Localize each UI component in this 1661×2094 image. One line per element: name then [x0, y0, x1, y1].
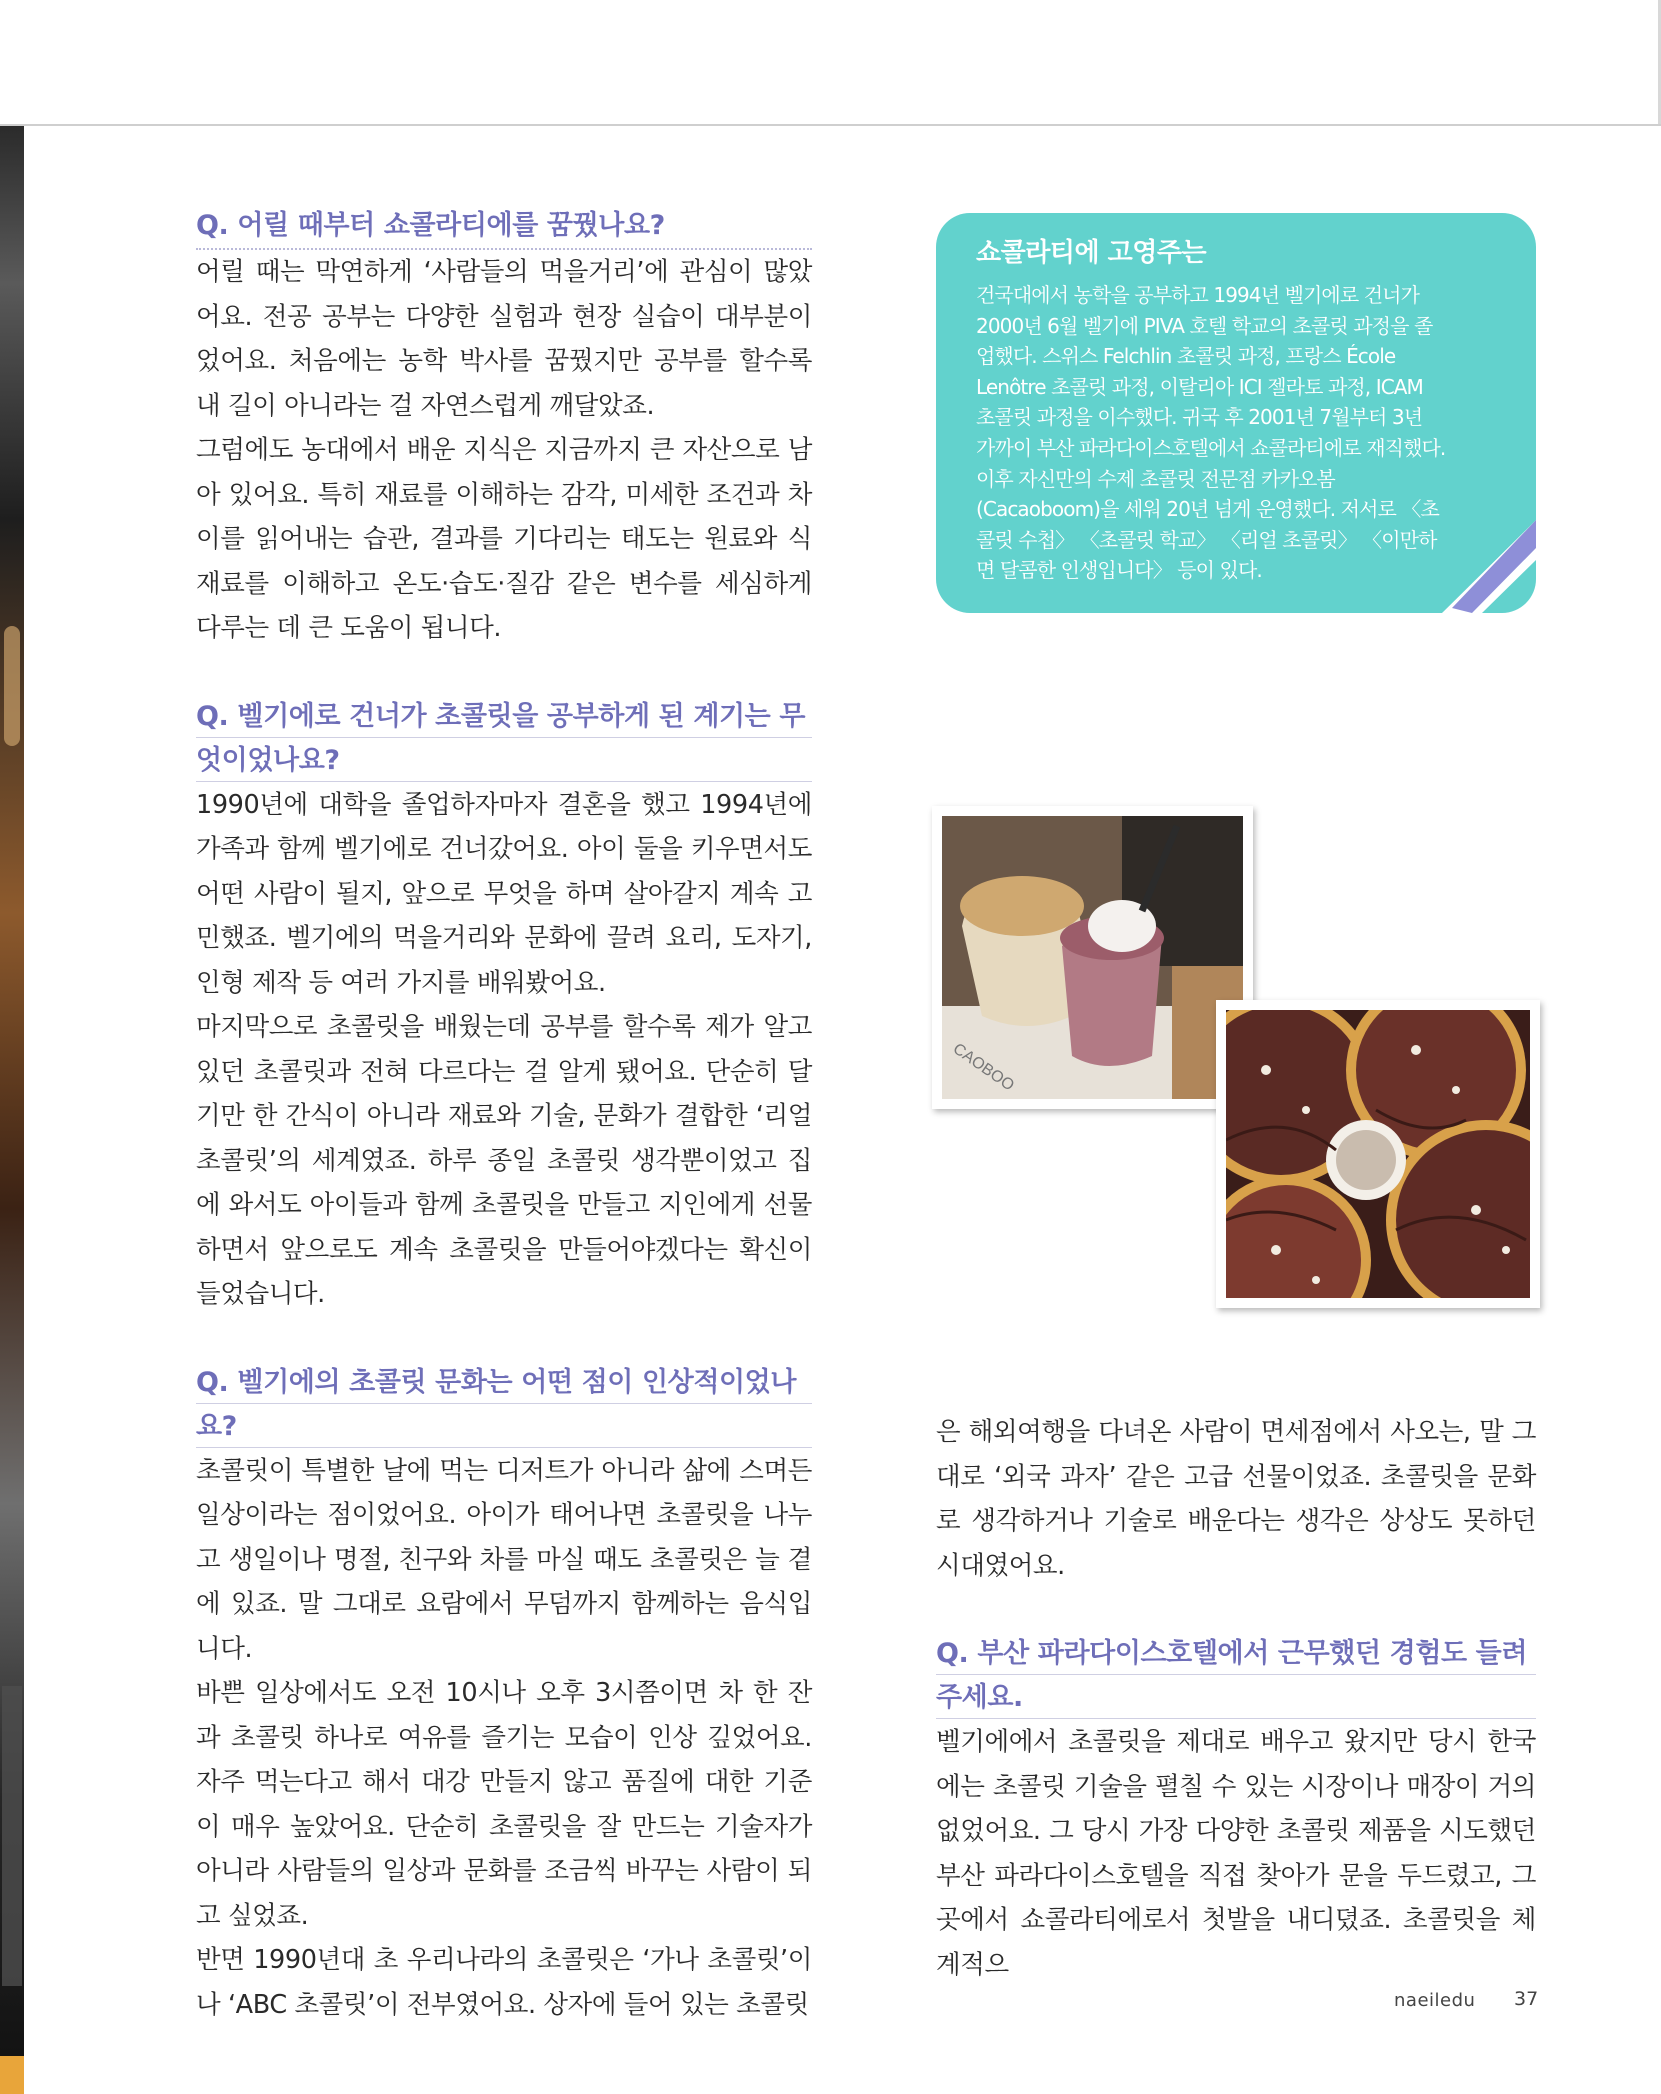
- dessert-photo: [932, 806, 1253, 1109]
- answer-paragraph: 은 해외여행을 다녀온 사람이 면세점에서 사오는, 말 그대로 ‘외국 과자’ 같은 고급 선물이었죠. 초콜릿을 문화로 생각하거나 기술로 배운다는 생각은 상상도 못하던 시대였어요.: [936, 1417, 1536, 1581]
- question-heading: Q. 부산 파라다이스호텔에서 근무했던 경험도 들려주세요.: [936, 1632, 1536, 1720]
- answer-paragraph: 그럼에도 농대에서 배운 지식은 지금까지 큰 자산으로 남아 있어요. 특히 재료를 이해하는 감각, 미세한 조건과 차이를 읽어내는 습관, 결과를 기다리는 태도는 원료와 식재료를 이해하고 온도·습도·질감 같은 변수를 세심하게 다루는 데 큰 도움이 됩니다.: [196, 435, 812, 643]
- chocolate-discs-photo-icon: [1226, 1010, 1530, 1298]
- strip-shadow: [2, 1686, 22, 1986]
- answer-paragraph: 벨기에에서 초콜릿을 제대로 배우고 왔지만 당시 한국에는 초콜릿 기술을 펼칠 수 있는 시장이나 매장이 거의 없었어요. 그 당시 가장 다양한 초콜릿 제품을 시도했던 부산 파라다이스호텔을 직접 찾아가 문을 두드렸고, 그곳에서 쇼콜라티에로서 첫발을 내디뎠죠. 초콜릿을 체계적으: [936, 1727, 1536, 1980]
- answer-paragraph: 1990년에 대학을 졸업하자마자 결혼을 했고 1994년에 가족과 함께 벨기에로 건너갔어요. 아이 둘을 키우면서도 어떤 사람이 될지, 앞으로 무엇을 하며 살아갈지 계속 고민했죠. 벨기에의 먹을거리와 문화에 끌려 요리, 도자기, 인형 제작 등 여러 가지를 배워봤어요.: [196, 789, 812, 998]
- article-left-column: [196, 204, 812, 2027]
- magazine-brand: naeiledu: [1394, 1990, 1476, 2011]
- profile-title: 쇼콜라티에 고영주는: [976, 238, 1207, 268]
- cup-label: CAOBOO: [949, 1040, 1017, 1095]
- article-right-column: [936, 1410, 1536, 1987]
- strip-label-badge: [0, 2056, 24, 2094]
- profile-text: 건국대에서 농학을 공부하고 1994년 벨기에로 건너가 2000년 6월 벨기에 PIVA 호텔 학교의 초콜릿 과정을 졸업했다. 스위스 Felchlin 초콜릿 과정, 프랑스 École Lenôtre 초콜릿 과정, 이탈리아 ICI 젤라토 과정, ICAM 초콜릿 과정을 이수했다. 귀국 후 2001년 7월부터 3년 가까이 부산 파라다이스호텔에서 쇼콜라티에로 재직했다. 이후 자신만의 수제 초콜릿 전문점 카카오봄(Cacaoboom)을 세워 20년 넘게 운영했다. 저서로 〈초콜릿 수첩〉 〈초콜릿 학교〉 〈리얼 초콜릿〉 〈이만하면 달콤한 인생입니다〉 등이 있다.: [976, 283, 1446, 583]
- dessert-glasses-photo-icon: [942, 816, 1243, 1099]
- answer-paragraph: 어릴 때는 막연하게 ‘사람들의 먹을거리’에 관심이 많았어요. 전공 공부는 다양한 실험과 현장 실습이 대부분이었어요. 처음에는 농학 박사를 꿈꿨지만 공부를 할수록 내 길이 아니라는 걸 자연스럽게 깨달았죠.: [196, 257, 812, 421]
- question-heading: Q. 어릴 때부터 쇼콜라티에를 꿈꿨나요?: [196, 204, 812, 250]
- answer-paragraph: 마지막으로 초콜릿을 배웠는데 공부를 할수록 제가 알고 있던 초콜릿과 전혀 다르다는 걸 알게 됐어요. 단순히 달기만 한 간식이 아니라 재료와 기술, 문화가 결합한 ‘리얼 초콜릿’의 세계였죠. 하루 종일 초콜릿 생각뿐이었고 집에 와서도 아이들과 함께 초콜릿을 만들고 지인에게 선물하면서 앞으로도 계속 초콜릿을 만들어야겠다는 확신이 들었습니다.: [196, 1012, 812, 1309]
- answer-paragraph: 반면 1990년대 초 우리나라의 초콜릿은 ‘가나 초콜릿’이나 ‘ABC 초콜릿’이 전부였어요. 상자에 들어 있는 초콜릿: [196, 1945, 812, 2020]
- strip-highlight: [4, 626, 20, 746]
- left-edge-photo-strip: [0, 126, 24, 2094]
- answer-paragraph: 바쁜 일상에서도 오전 10시나 오후 3시쯤이면 차 한 잔과 초콜릿 하나로 여유를 즐기는 모습이 인상 깊었어요. 자주 먹는다고 해서 대강 만들지 않고 품질에 대한 기준이 매우 높았어요. 단순히 초콜릿을 잘 만드는 기술자가 아니라 사람들의 일상과 문화를 조금씩 바꾸는 사람이 되고 싶었죠.: [196, 1678, 812, 1931]
- chocolate-photo: [1216, 1000, 1540, 1308]
- question-heading: Q. 벨기에의 초콜릿 문화는 어떤 점이 인상적이었나요?: [196, 1361, 812, 1449]
- page-curl-icon: [1442, 520, 1536, 613]
- page-number: 37: [1514, 1988, 1539, 2010]
- answer-paragraph: 초콜릿이 특별한 날에 먹는 디저트가 아니라 삶에 스며든 일상이라는 점이었어요. 아이가 태어나면 초콜릿을 나누고 생일이나 명절, 친구와 차를 마실 때도 초콜릿은 늘 곁에 있죠. 말 그대로 요람에서 무덤까지 함께하는 음식입니다.: [196, 1455, 812, 1664]
- top-header-band: [0, 0, 1661, 126]
- question-heading: Q. 벨기에로 건너가 초콜릿을 공부하게 된 계기는 무엇이었나요?: [196, 695, 812, 783]
